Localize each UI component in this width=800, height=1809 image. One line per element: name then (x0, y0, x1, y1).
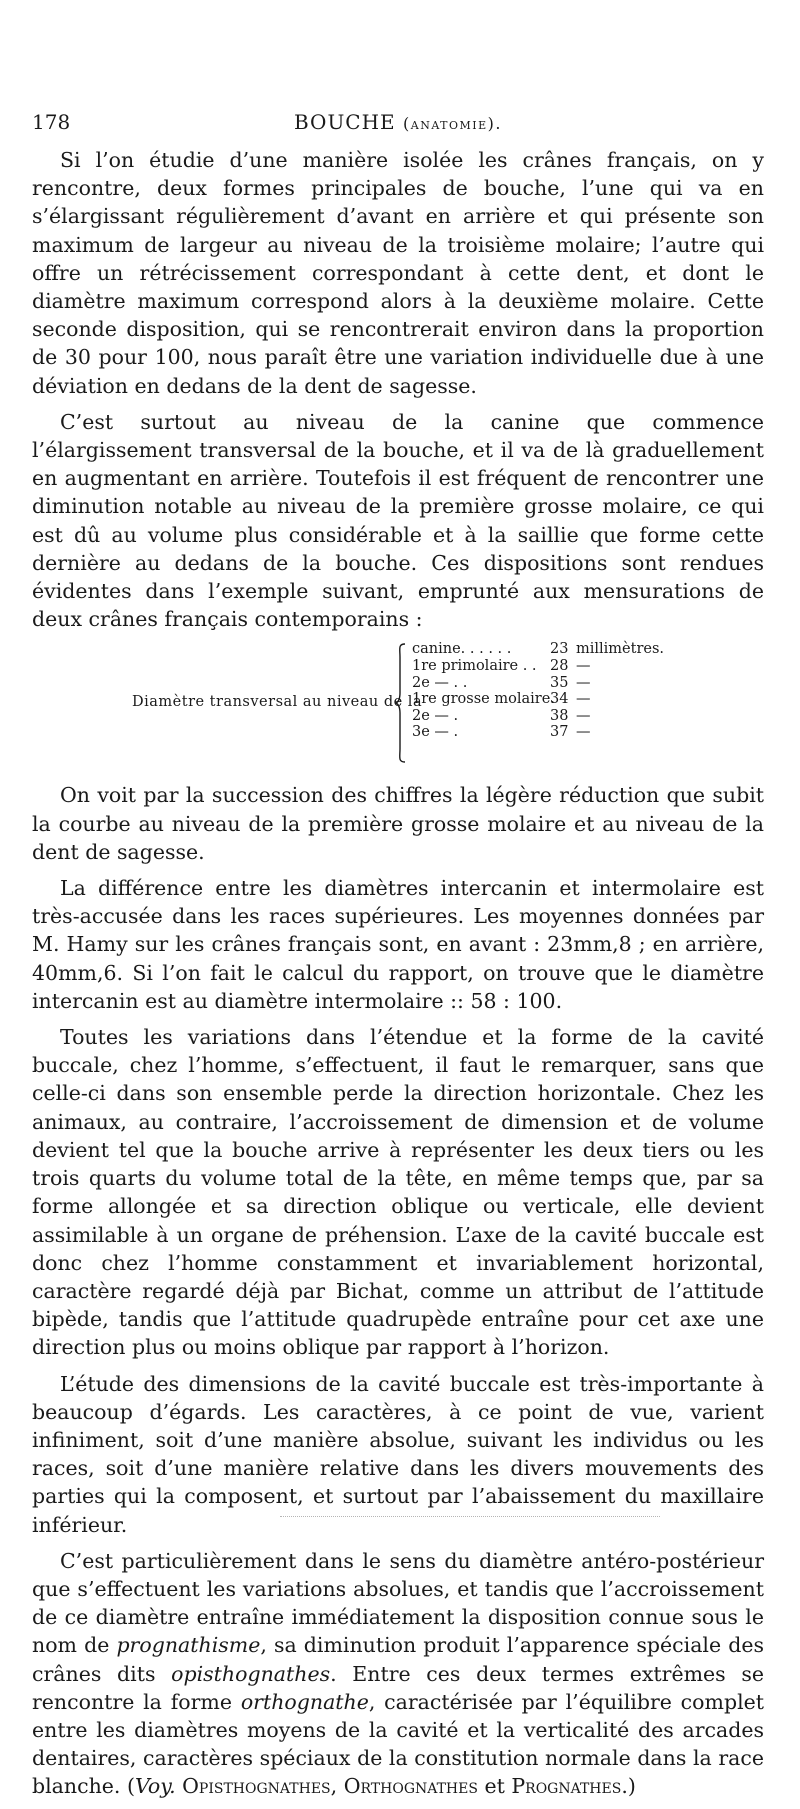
brace-icon (394, 643, 406, 763)
paragraph-5: Toutes les variations dans l’étendue et la forme de la cavité buccale, chez l’homme, s’effectuent, il faut le remarquer, sans que celle-ci dans son ensemble perde la direction horizontale. Chez les animaux, au contraire, l’accroissement de dimension et de volume devient tel que la bouche arrive à représenter les deux tiers ou les trois quarts du volume total de la tête, en même temps que, par sa forme allongée et sa direction oblique ou verticale, elle devient assimilable à un organe de préhension. L’axe de la cavité buccale est donc chez l’homme constamment et invariablement horizontal, caractère regardé déjà par Bichat, comme un attribut de l’attitude bipède, tandis que l’attitude quadrupède entraîne pour cet axe une direction plus ou moins oblique par rapport à l’horizon. (32, 1025, 764, 1360)
paragraph-6: L’étude des dimensions de la cavité buccale est très-importante à beaucoup d’égards. Les caractères, à ce point de vue, varient infiniment, soit d’une manière absolue, suivant les individus ou les races, soit d’une manière relative dans les divers mouvements des parties qui la composent, et surtout par l’abaissement du maxillaire inférieur. (32, 1371, 764, 1537)
footer-rule (280, 1516, 660, 1517)
paragraph-3: On voit par la succession des chiffres la légère réduction que subit la courbe au niveau de la première grosse molaire et au niveau de la dent de sagesse. (32, 783, 764, 864)
measurement-row (412, 675, 712, 692)
running-header (32, 110, 764, 146)
measurement-value: 28 (550, 658, 569, 675)
term-prognathisme: prognathisme (116, 1633, 261, 1658)
measurement-unit: — (576, 707, 591, 724)
tooth-name: 3e — . (412, 724, 459, 741)
paragraph-7 (32, 1547, 764, 1801)
text-run: et (477, 1774, 512, 1799)
cross-reference-opisthognathes: Opisthognathes (182, 1774, 331, 1799)
term-opisthognathes: opisthognathes (171, 1661, 331, 1686)
measurement-unit: — (576, 691, 591, 708)
measurement-row (412, 708, 712, 725)
text-run: .) (621, 1774, 636, 1799)
measurement-unit: — (576, 658, 591, 675)
tooth-name: canine. . . . . . (412, 641, 512, 658)
paragraph-4: La différence entre les diamètres intercanin et intermolaire est très-accusée dans les races supérieures. Les moyennes données par M. Hamy sur les crânes français sont, en avant : 23mm,8 ; en arrière, 40mm,6. Si l’on fait le calcul du rapport, on trouve que le diamètre intercanin est au diamètre intermolaire :: 58 : 100. (32, 876, 764, 1013)
running-title (32, 110, 764, 134)
measurement-label: Diamètre transversal au niveau de la (132, 694, 423, 711)
text-run: , (330, 1774, 344, 1799)
text-run: C’est particulièrement dans le sens du diamètre antéro-postérieur que s’effectuent les variations absolues, et tandis que l’accroissement de ce diamètre entraîne immédiatement la disposition connue sous le nom de (32, 1548, 764, 1658)
tooth-name: 2e — . . (412, 674, 468, 691)
paragraph-2: C’est surtout au niveau de la canine que commence l’élargissement transversal de la bouche, et il va de là graduellement en augmentant en arrière. Toutefois il est fréquent de rencontrer une diminution notable au niveau de la première grosse molaire, ce qui est dû au volume plus considérable et à la saillie que forme cette dernière au dedans de la bouche. Ces dispositions sont rendues évidentes dans l’exemple suivant, emprunté aux mensurations de deux crânes français contemporains : (32, 409, 764, 632)
measurement-table (32, 641, 764, 769)
measurement-rows (412, 641, 712, 741)
paragraph-1: Si l’on étudie d’une manière isolée les crânes français, on y rencontre, deux formes principales de bouche, l’une qui va en s’élargissant régulièrement d’avant en arrière et qui présente son maximum de largeur au niveau de la troisième molaire; l’autre qui offre un rétrécissement correspondant à cette dent, et dont le diamètre maximum correspond alors à la deuxième molaire. Cette seconde disposition, qui se rencontrerait environ dans la proportion de 30 pour 100, nous paraît être une variation individuelle due à une déviation en dedans de la dent de sagesse. (32, 148, 764, 398)
tooth-name: 1re primolaire . . (412, 658, 537, 675)
measurement-row (412, 691, 712, 708)
cross-reference-prognathes: Prognathes (511, 1774, 622, 1799)
measurement-row (412, 724, 712, 741)
measurement-row (412, 641, 712, 658)
running-title-main: BOUCHE (293, 110, 396, 134)
measurement-value: 35 (550, 674, 569, 691)
measurement-value: 37 (550, 724, 569, 741)
tooth-name: 2e — . (412, 707, 459, 724)
measurement-value: 23 (550, 641, 569, 658)
text-run: , caractérisée par l’équilibre complet entre les diamètres moyens de la cavité et la verticalité des arcades dentaires, caractères spéciaux de la constitution normale dans la race blanche. ( (32, 1689, 764, 1799)
measurement-unit: millimètres. (576, 641, 665, 658)
measurement-unit: — (576, 724, 591, 741)
text-run: , sa diminution produit l’apparence spéciale des crânes dits (32, 1633, 764, 1686)
text-run: . Entre ces deux termes extrêmes se rencontre la forme (32, 1661, 764, 1714)
measurement-row (412, 658, 712, 675)
measurement-unit: — (576, 674, 591, 691)
page (32, 110, 764, 1809)
measurement-value: 34 (550, 691, 569, 708)
see-also-label: Voy. (134, 1774, 176, 1799)
term-orthognathe: orthognathe (240, 1689, 369, 1714)
tooth-name: 1re grosse molaire. (412, 691, 555, 708)
cross-reference-orthognathes: Orthognathes (343, 1774, 478, 1799)
page-number: 178 (32, 110, 71, 134)
running-title-sub: (anatomie). (403, 114, 502, 133)
measurement-value: 38 (550, 707, 569, 724)
